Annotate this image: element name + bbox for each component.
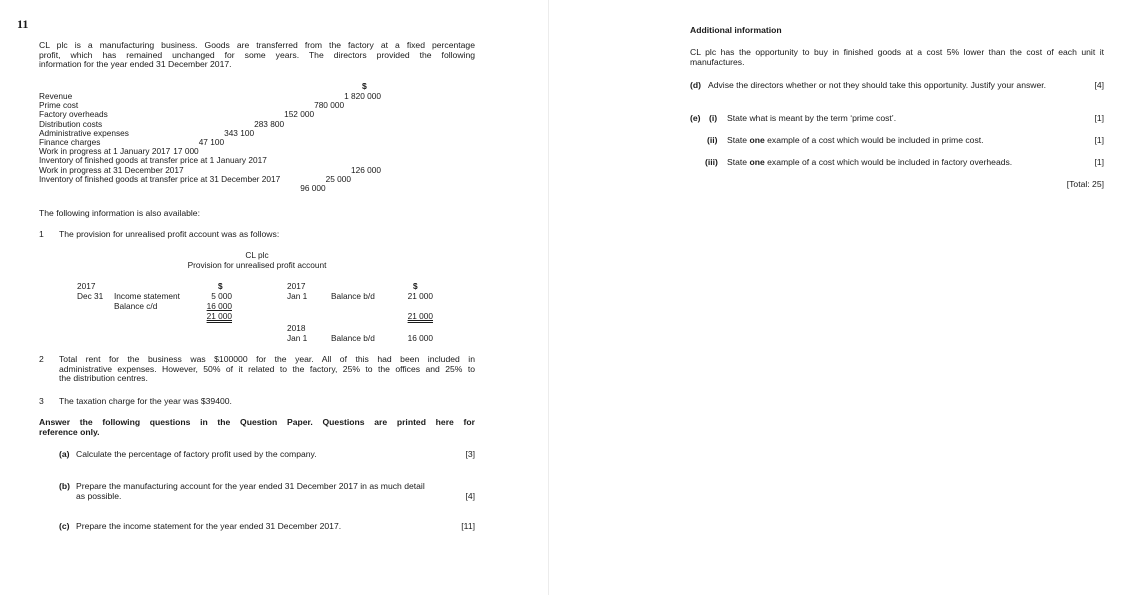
question-e-ii-emphasis: one <box>749 135 765 145</box>
note-3-number: 3 <box>39 396 44 406</box>
right-page <box>549 0 1148 595</box>
question-e-ii-post: example of a cost which would be included in prime cost. <box>764 135 984 145</box>
item-value: 47 100 <box>198 136 225 147</box>
additional-info-line-2: manufactures. <box>690 57 745 67</box>
debit-entry-1-label: Income statement <box>114 291 180 301</box>
question-e-i-label: (i) <box>709 113 718 123</box>
debit-entry-1-amount: 5 000 <box>211 291 232 301</box>
question-e-label: (e) <box>690 113 701 123</box>
question-number: 11 <box>17 17 29 31</box>
question-e-ii-label: (ii) <box>707 135 718 145</box>
question-c-label: (c) <box>59 521 70 531</box>
item-label: Finance charges <box>39 136 101 147</box>
debit-entry-2-amount: 16 000 <box>206 301 232 311</box>
additional-info-heading: Additional information <box>690 25 782 35</box>
item-value: 343 100 <box>224 127 255 138</box>
note-1-text: The provision for unrealised profit account was as follows: <box>59 229 280 239</box>
note-1-number: 1 <box>39 229 44 239</box>
total-marks: [Total: 25] <box>1066 179 1104 189</box>
question-e-iii-label: (iii) <box>705 157 718 167</box>
question-e-ii-marks: [1] <box>1094 135 1104 145</box>
item-value: 17 000 <box>173 146 199 157</box>
credit-next-label: Balance b/d <box>331 333 375 343</box>
left-page <box>0 0 548 595</box>
question-b-marks: [4] <box>465 490 475 501</box>
question-b-line-2: as possible. <box>76 490 122 501</box>
note-2-line-3: the distribution centres. <box>59 373 148 383</box>
note-2-number: 2 <box>39 354 44 364</box>
intro-line-2: profit, which has remained unchanged for some years. The directors provided the following <box>39 49 475 60</box>
debit-currency: $ <box>218 281 223 291</box>
note-2-line-2: administrative expenses. However, 50% of it related to the factory, 25% to the offices and 25% to <box>59 363 475 374</box>
question-e-iii-post: example of a cost which would be included in factory overheads. <box>764 157 1013 167</box>
question-a-text: Calculate the percentage of factory profit used by the company. <box>76 449 317 459</box>
question-d-text: Advise the directors whether or not they should take this opportunity. Justify your answer. <box>708 80 1047 90</box>
item-value: 96 000 <box>300 183 326 194</box>
item-value: 283 800 <box>254 118 285 129</box>
item-label: Factory overheads <box>39 109 108 120</box>
additional-info-line-1: CL plc has the opportunity to buy in finished goods at a cost 5% lower than the cost of each unit it <box>690 47 1104 57</box>
item-label: Work in progress at 31 December 2017 <box>39 164 184 175</box>
question-e-ii-pre: State <box>727 135 750 145</box>
account-title: Provision for unrealised profit account <box>187 260 327 270</box>
item-value: 126 000 <box>351 164 381 175</box>
credit-next-amount: 16 000 <box>407 333 433 343</box>
question-a-marks: [3] <box>465 449 475 459</box>
credit-date: Jan 1 <box>287 291 308 301</box>
currency-header: $ <box>362 81 367 91</box>
question-e-iii-text <box>727 158 1012 168</box>
question-a-label: (a) <box>59 449 70 459</box>
item-label: Prime cost <box>39 100 79 111</box>
intro-line-3: information for the year ended 31 December 2017. <box>39 59 232 69</box>
financial-items-table <box>39 92 381 194</box>
question-e-iii-pre: State <box>727 157 750 167</box>
question-c-marks: [11] <box>461 521 475 531</box>
question-b-line-1: Prepare the manufacturing account for the year ended 31 December 2017 in as much detail <box>76 481 425 491</box>
question-e-iii-marks: [1] <box>1094 157 1104 167</box>
also-available-text: The following information is also available: <box>39 208 200 218</box>
credit-entry-label: Balance b/d <box>331 291 375 301</box>
question-c-text: Prepare the income statement for the year ended 31 December 2017. <box>76 521 342 531</box>
credit-year: 2017 <box>287 281 306 291</box>
debit-year: 2017 <box>77 281 96 291</box>
instruction-line-2: reference only. <box>39 427 100 437</box>
item-label: Distribution costs <box>39 118 103 129</box>
credit-entry-amount: 21 000 <box>407 291 433 301</box>
item-label: Work in progress at 1 January 2017 <box>39 146 171 157</box>
question-d-marks: [4] <box>1094 80 1104 90</box>
item-label: Inventory of finished goods at transfer price at 1 January 2017 <box>39 155 267 166</box>
question-b-label: (b) <box>59 481 70 491</box>
item-label: Inventory of finished goods at transfer price at 31 December 2017 <box>39 173 281 184</box>
intro-line-1: CL plc is a manufacturing business. Goods are transferred from the factory at a fixed percentage <box>39 40 475 50</box>
credit-currency: $ <box>413 281 418 291</box>
instruction-line-1: Answer the following questions in the Question Paper. Questions are printed here for <box>39 417 475 427</box>
question-e-i-marks: [1] <box>1094 113 1104 123</box>
item-value: 780 000 <box>314 100 345 111</box>
credit-next-date: Jan 1 <box>287 333 308 343</box>
question-d-label: (d) <box>690 80 701 90</box>
debit-date: Dec 31 <box>77 291 104 301</box>
note-2-line-1: Total rent for the business was $100000 for the year. All of this had been included in <box>59 354 475 364</box>
question-e-ii-text <box>727 136 984 146</box>
note-3-text: The taxation charge for the year was $39400. <box>59 396 232 406</box>
item-label: Administrative expenses <box>39 127 129 138</box>
account-company: CL plc <box>245 250 269 260</box>
debit-total: 21 000 <box>206 311 232 321</box>
item-value: 1 820 000 <box>344 91 381 101</box>
question-e-i-text: State what is meant by the term ‘prime cost’. <box>727 113 897 123</box>
credit-next-year: 2018 <box>287 323 306 333</box>
item-label: Revenue <box>39 91 73 101</box>
question-e-iii-emphasis: one <box>749 157 765 167</box>
debit-entry-2-label: Balance c/d <box>114 301 158 311</box>
item-value: 25 000 <box>325 173 351 184</box>
item-value: 152 000 <box>284 109 315 120</box>
credit-total: 21 000 <box>407 311 433 321</box>
